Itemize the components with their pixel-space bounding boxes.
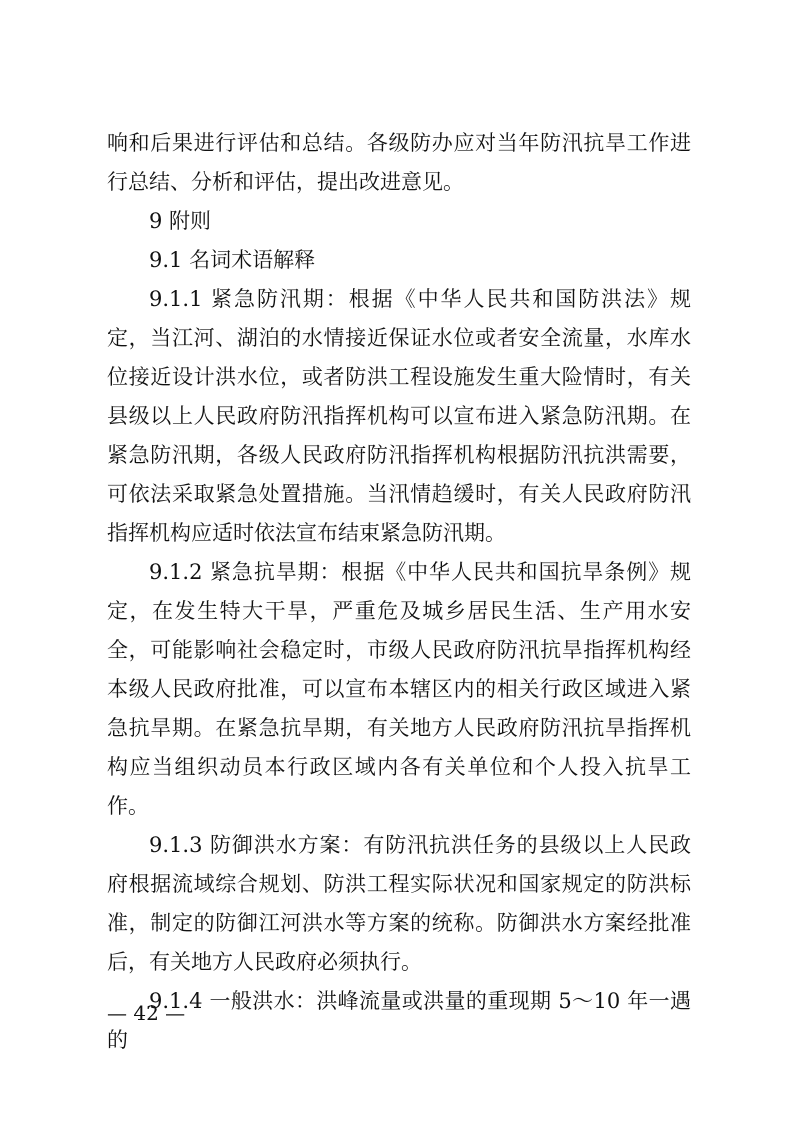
body-text [107,124,691,1060]
page-number: — 42 — [107,1001,186,1025]
paragraph-9-1-1: 9.1.1 紧急防汛期：根据《中华人民共和国防洪法》规定，当江河、湖泊的水情接近保证水位或者安全流量，水库水位接近设计洪水位，或者防洪工程设施发生重大险情时，有关县级以上人民政府防汛指挥机构可以宣布进入紧急防汛期。在紧急防汛期，各级人民政府防汛指挥机构根据防汛抗洪需要，可依法采取紧急处置措施。当汛情趋缓时，有关人民政府防汛指挥机构应适时依法宣布结束紧急防汛期。 [107,287,691,545]
paragraph-continuation: 响和后果进行评估和总结。各级防办应对当年防汛抗旱工作进行总结、分析和评估，提出改进意见。 [107,131,691,194]
paragraph-9-1-2: 9.1.2 紧急抗旱期：根据《中华人民共和国抗旱条例》规定，在发生特大干旱，严重危及城乡居民生活、生产用水安全，可能影响社会稳定时，市级人民政府防汛抗旱指挥机构经本级人民政府批准，可以宣布本辖区内的相关行政区域进入紧急抗旱期。在紧急抗旱期，有关地方人民政府防汛抗旱指挥机构应当组织动员本行政区域内各有关单位和个人投入抗旱工作。 [107,560,691,818]
section-heading-9-1: 9.1 名词术语解释 [149,248,316,272]
paragraph-9-1-3: 9.1.3 防御洪水方案：有防汛抗洪任务的县级以上人民政府根据流域综合规划、防洪工程实际状况和国家规定的防洪标准，制定的防御江河洪水等方案的统称。防御洪水方案经批准后，有关地方人民政府必须执行。 [107,833,691,974]
section-heading-9: 9 附则 [149,209,212,233]
paragraph-9-1-4: 9.1.4 一般洪水：洪峰流量或洪量的重现期 5～10 年一遇的 [107,989,691,1052]
